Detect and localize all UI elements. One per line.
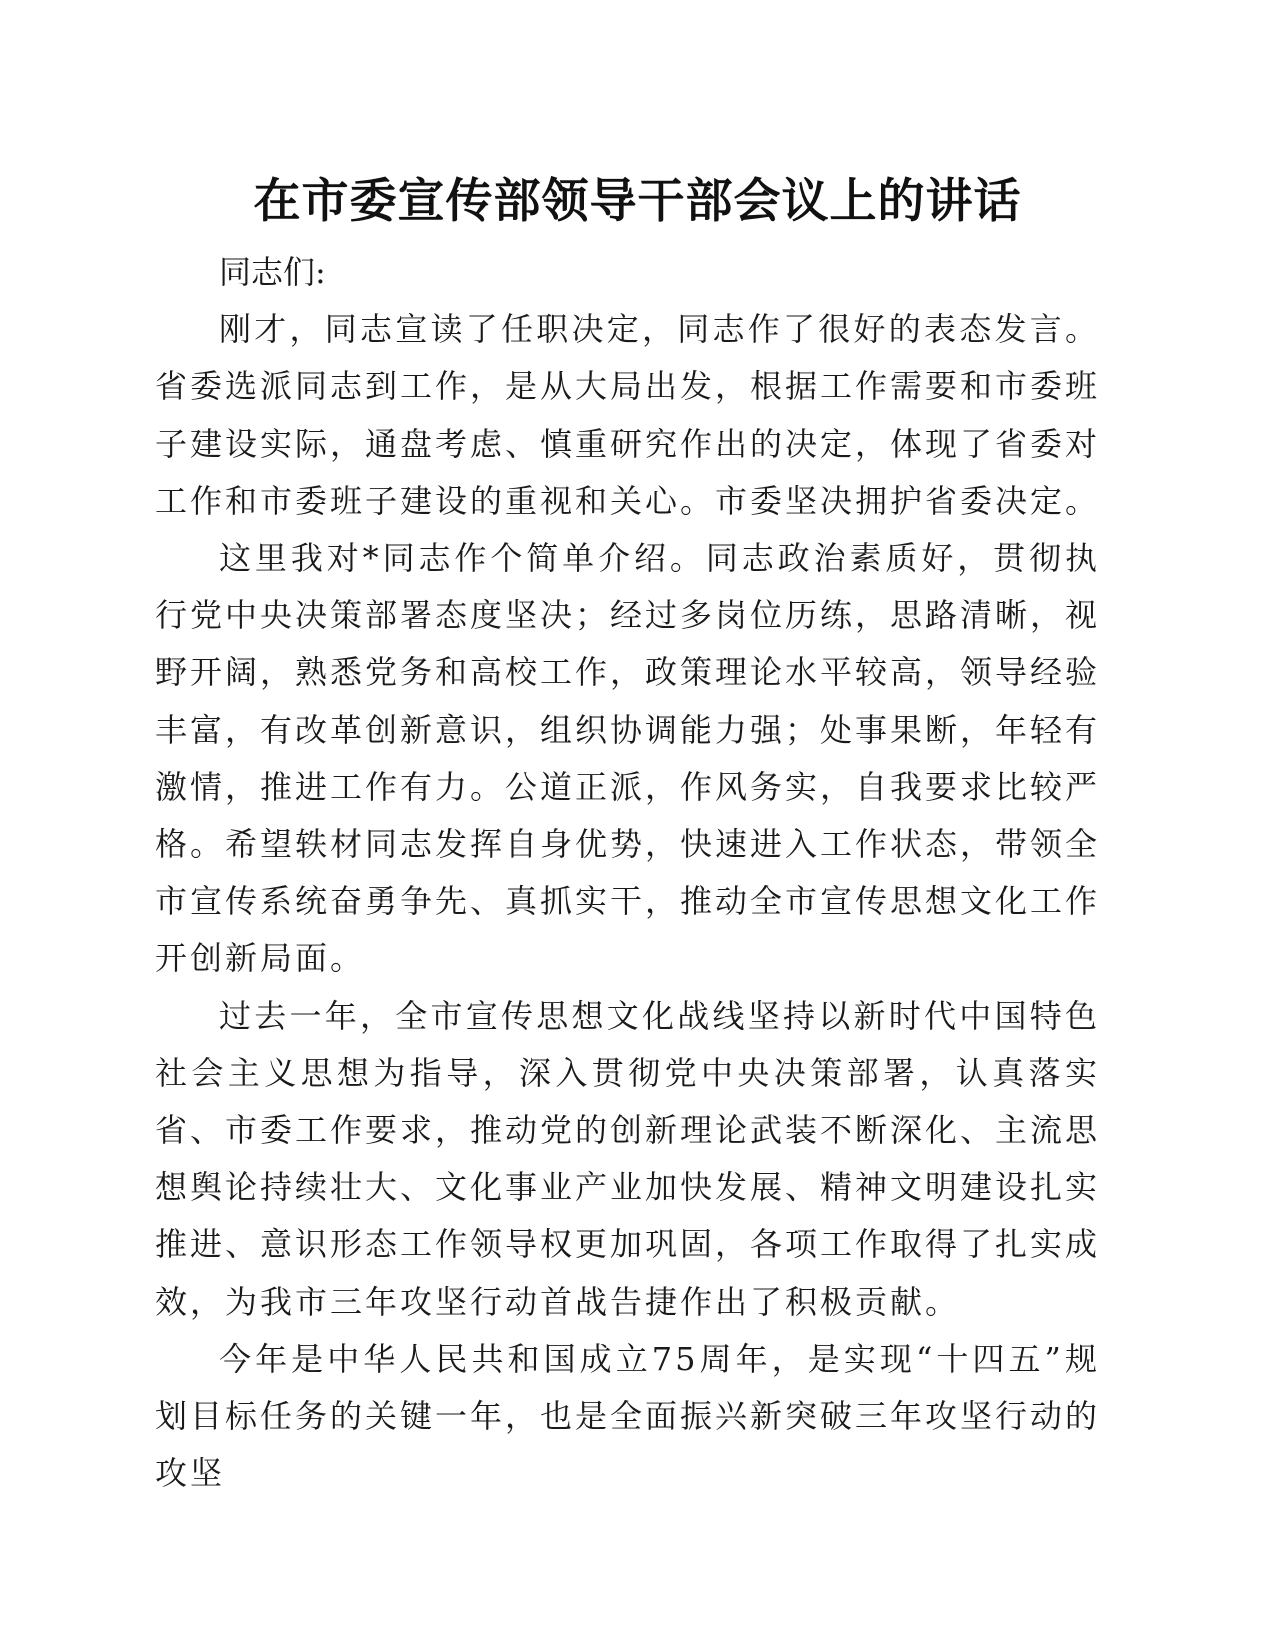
document-body xyxy=(155,244,1100,1502)
paragraph-this-year: 今年是中华人民共和国成立75周年，是实现“十四五”规划目标任务的关键一年，也是全面振兴新突破三年攻坚行动的攻坚 xyxy=(155,1339,1101,1493)
paragraph-appointment: 刚才，同志宣读了任职决定，同志作了很好的表态发言。省委选派同志到工作，是从大局出发，根据工作需要和市委班子建设实际，通盘考虑、慎重研究作出的决定，体现了省委对工作和市委班子建设的重视和关心。市委坚决拥护省委决定。 xyxy=(155,310,1101,520)
paragraph-introduction: 这里我对*同志作个简单介绍。同志政治素质好，贯彻执行党中央决策部署态度坚决；经过多岗位历练，思路清晰，视野开阔，熟悉党务和高校工作，政策理论水平较高，领导经验丰富，有改革创新意识，组织协调能力强；处事果断，年轻有激情，推进工作有力。公道正派，作风务实，自我要求比较严格。希望轶材同志发挥自身优势，快速进入工作状态，带领全市宣传系统奋勇争先、真抓实干，推动全市宣传思想文化工作开创新局面。 xyxy=(155,539,1101,978)
paragraph-past-year-review: 过去一年，全市宣传思想文化战线坚持以新时代中国特色社会主义思想为指导，深入贯彻党中央决策部署，认真落实省、市委工作要求，推动党的创新理论武装不断深化、主流思想舆论持续壮大、文化事业产业加快发展、精神文明建设扎实推进、意识形态工作领导权更加巩固，各项工作取得了扎实成效，为我市三年攻坚行动首战告捷作出了积极贡献。 xyxy=(155,996,1101,1321)
salutation: 同志们: xyxy=(219,253,326,291)
document-title: 在市委宣传部领导干部会议上的讲话 xyxy=(253,174,1022,229)
